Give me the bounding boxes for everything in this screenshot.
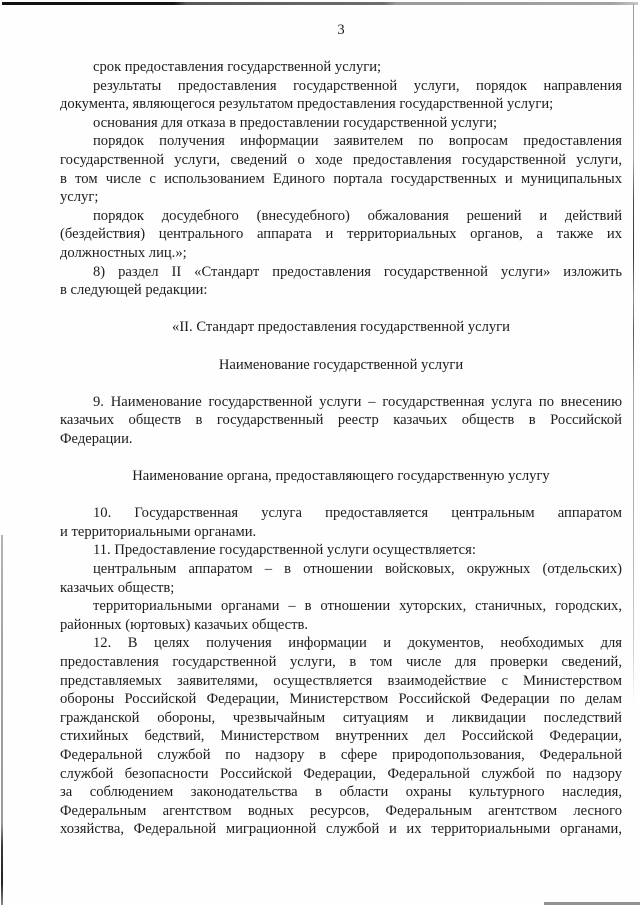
text-line: хозяйства, Федеральной миграционной службой и их территориальными органами, [60, 821, 622, 838]
text-line: основания для отказа в предоставлении государственной услуги; [93, 114, 498, 131]
text-line: 12. В целях получения информации и документов, необходимых для [93, 635, 622, 652]
paragraph [60, 114, 622, 133]
section-heading: Наименование органа, предоставляющего государственную услугу [132, 468, 550, 485]
paragraph [60, 58, 622, 77]
text-line: документа, являющегося результатом предоставления государственной услуги; [60, 96, 554, 113]
text-line: казачьих обществ; [60, 579, 175, 596]
text-line: Федеральной службой по надзору в сфере природопользования, Федеральной [60, 746, 622, 763]
text-line: за соблюдением законодательства в области охраны культурного наследия, [60, 784, 622, 801]
text-line: Федерации. [60, 430, 133, 447]
scan-artifact-right-edge [633, 4, 635, 704]
text-line: гражданской обороны, чрезвычайным ситуациям и ликвидации последствий [60, 709, 622, 726]
text-line: обороны Российской Федерации, Министерством Российской Федерации по делам [60, 691, 622, 708]
document-content [60, 58, 622, 839]
text-line: 10. Государственная услуга предоставляется центральным аппаратом [93, 505, 622, 522]
paragraph [60, 560, 622, 597]
text-line: результаты предоставления государственной услуги, порядок направления [93, 77, 622, 94]
text-line: в следующей редакции: [60, 282, 208, 299]
text-line: стихийных бедствий, Министерством внутренних дел Российской Федерации, [60, 728, 622, 745]
text-line: 9. Наименование государственной услуги – государственная услуга по внесению [93, 393, 622, 410]
text-line: услуг; [60, 189, 99, 206]
paragraph [60, 541, 622, 560]
paragraph [60, 207, 622, 263]
section-heading: «II. Стандарт предоставления государственной услуги [172, 319, 510, 336]
scan-artifact-left-edge [1, 535, 3, 905]
paragraph [60, 132, 622, 206]
text-line: в том числе с использованием Единого портала государственных и муниципальных [60, 170, 622, 187]
text-line: казачьих обществ в государственный реестр казачьих обществ в Российской [60, 412, 622, 429]
text-line: Федеральным агентством водных ресурсов, Федеральным агентством лесного [60, 802, 622, 819]
text-line: 11. Предоставление государственной услуги осуществляется: [93, 542, 476, 559]
text-line: 8) раздел II «Стандарт предоставления государственной услуги» изложить [93, 263, 622, 280]
paragraph [60, 634, 622, 839]
paragraph [60, 597, 622, 634]
text-line: порядок получения информации заявителем по вопросам предоставления [93, 133, 622, 150]
text-line: центральным аппаратом – в отношении войсковых, окружных (отдельских) [93, 561, 622, 578]
text-line: и территориальными органами. [60, 523, 257, 540]
paragraph [60, 393, 622, 449]
text-line: районных (юртовых) казачьих обществ. [60, 616, 309, 633]
text-line: службой безопасности Российской Федерации, Федеральной службой по надзору [60, 765, 622, 782]
scan-artifact-top-edge [2, 2, 638, 5]
page-number: 3 [337, 22, 345, 38]
text-line: предоставления государственной услуги, в том числе для проверки сведений, [60, 654, 622, 670]
text-line: государственной услуги, сведений о ходе предоставления государственной услуги, [60, 151, 622, 168]
text-line: срок предоставления государственной услуги; [93, 59, 382, 75]
text-line: должностных лиц.»; [60, 244, 187, 261]
paragraph [60, 504, 622, 541]
paragraph [60, 263, 622, 300]
paragraph [60, 77, 622, 114]
section-heading: Наименование государственной услуги [218, 356, 464, 373]
text-line: (бездействия) центрального аппарата и территориальных органов, а также их [60, 226, 622, 243]
text-line: порядок досудебного (внесудебного) обжалования решений и действий [93, 207, 622, 224]
text-line: территориальными органами – в отношении хуторских, станичных, городских, [93, 598, 622, 615]
text-line: представляемых заявителями, осуществляется взаимодействие с Министерством [60, 672, 622, 689]
